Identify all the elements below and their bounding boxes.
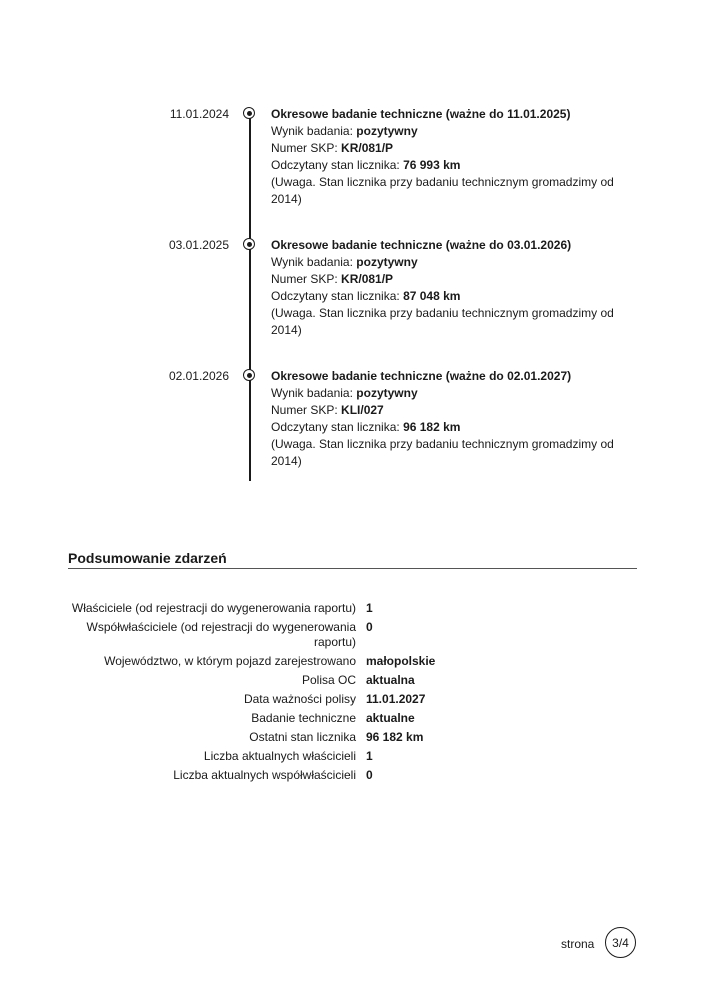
summary-row-owners bbox=[68, 601, 637, 616]
result-value: pozytywny bbox=[356, 255, 418, 269]
summary-value: 1 bbox=[366, 749, 373, 763]
summary-value: aktualne bbox=[366, 711, 415, 725]
summary-label: Współwłaściciele (od rejestracji do wygenerowania raportu) bbox=[86, 620, 356, 649]
event-details bbox=[271, 106, 616, 208]
skp-label: Numer SKP: bbox=[271, 403, 338, 417]
timeline-dot-icon bbox=[243, 107, 255, 119]
event-note: (Uwaga. Stan licznika przy badaniu technicznym gromadzimy od 2014) bbox=[271, 306, 614, 337]
event-details bbox=[271, 368, 616, 470]
summary-row-inspection bbox=[68, 711, 637, 726]
timeline-dot-icon bbox=[243, 369, 255, 381]
summary-label: Data ważności polisy bbox=[243, 692, 356, 706]
skp-label: Numer SKP: bbox=[271, 272, 338, 286]
summary-row-current-coowners bbox=[68, 768, 637, 783]
event-title: Okresowe badanie techniczne (ważne do 11.01.2025) bbox=[271, 107, 571, 121]
event-skp bbox=[271, 140, 616, 157]
summary-row-current-owners bbox=[68, 749, 637, 764]
odometer-label: Odczytany stan licznika: bbox=[271, 420, 400, 434]
event-skp bbox=[271, 271, 616, 288]
summary-label: Właściciele (od rejestracji do wygenerowania raportu) bbox=[71, 601, 356, 615]
summary-value: 96 182 km bbox=[366, 730, 424, 744]
skp-value: KLI/027 bbox=[341, 403, 384, 417]
summary-heading: Podsumowanie zdarzeń bbox=[68, 550, 227, 566]
odometer-value: 87 048 km bbox=[403, 289, 461, 303]
summary-divider bbox=[68, 568, 637, 569]
timeline-line bbox=[249, 110, 251, 481]
odometer-value: 96 182 km bbox=[403, 420, 461, 434]
summary-value: 11.01.2027 bbox=[366, 692, 426, 706]
result-label: Wynik badania: bbox=[271, 255, 353, 269]
result-label: Wynik badania: bbox=[271, 386, 353, 400]
summary-row-coowners bbox=[68, 620, 637, 650]
event-note: (Uwaga. Stan licznika przy badaniu technicznym gromadzimy od 2014) bbox=[271, 175, 614, 206]
summary-value: 1 bbox=[366, 601, 373, 615]
event-details bbox=[271, 237, 616, 339]
event-title: Okresowe badanie techniczne (ważne do 03.01.2026) bbox=[271, 238, 572, 252]
summary-label: Ostatni stan licznika bbox=[249, 730, 356, 744]
event-note: (Uwaga. Stan licznika przy badaniu technicznym gromadzimy od 2014) bbox=[271, 437, 614, 468]
summary-label: Badanie techniczne bbox=[251, 711, 356, 725]
result-value: pozytywny bbox=[356, 386, 418, 400]
event-odometer bbox=[271, 157, 616, 174]
summary-label: Województwo, w którym pojazd zarejestrowano bbox=[104, 654, 356, 668]
event-date: 02.01.2026 bbox=[168, 369, 229, 383]
summary-row-insurance bbox=[68, 673, 637, 688]
event-skp bbox=[271, 402, 616, 419]
event-result bbox=[271, 123, 616, 140]
event-odometer bbox=[271, 288, 616, 305]
summary-label: Polisa OC bbox=[301, 673, 356, 687]
summary-table bbox=[68, 601, 637, 787]
result-value: pozytywny bbox=[356, 124, 418, 138]
summary-value: małopolskie bbox=[366, 654, 436, 668]
summary-label: Liczba aktualnych właścicieli bbox=[203, 749, 356, 763]
skp-value: KR/081/P bbox=[341, 141, 394, 155]
summary-label: Liczba aktualnych współwłaścicieli bbox=[173, 768, 356, 782]
event-odometer bbox=[271, 419, 616, 436]
odometer-label: Odczytany stan licznika: bbox=[271, 158, 400, 172]
timeline-dot-icon bbox=[243, 238, 255, 250]
odometer-label: Odczytany stan licznika: bbox=[271, 289, 400, 303]
summary-value: aktualna bbox=[366, 673, 415, 687]
skp-value: KR/081/P bbox=[341, 272, 394, 286]
event-result bbox=[271, 385, 616, 402]
event-result bbox=[271, 254, 616, 271]
event-title: Okresowe badanie techniczne (ważne do 02.01.2027) bbox=[271, 369, 572, 383]
summary-row-odometer bbox=[68, 730, 637, 745]
summary-row-voivodeship bbox=[68, 654, 637, 669]
odometer-value: 76 993 km bbox=[403, 158, 461, 172]
result-label: Wynik badania: bbox=[271, 124, 353, 138]
summary-value: 0 bbox=[366, 620, 373, 634]
event-date: 11.01.2024 bbox=[169, 107, 229, 121]
summary-value: 0 bbox=[366, 768, 373, 782]
summary-row-insurance-expiry bbox=[68, 692, 637, 707]
page-number-badge: 3/4 bbox=[605, 927, 636, 958]
skp-label: Numer SKP: bbox=[271, 141, 338, 155]
event-date: 03.01.2025 bbox=[168, 238, 229, 252]
page-label: strona bbox=[561, 937, 595, 951]
